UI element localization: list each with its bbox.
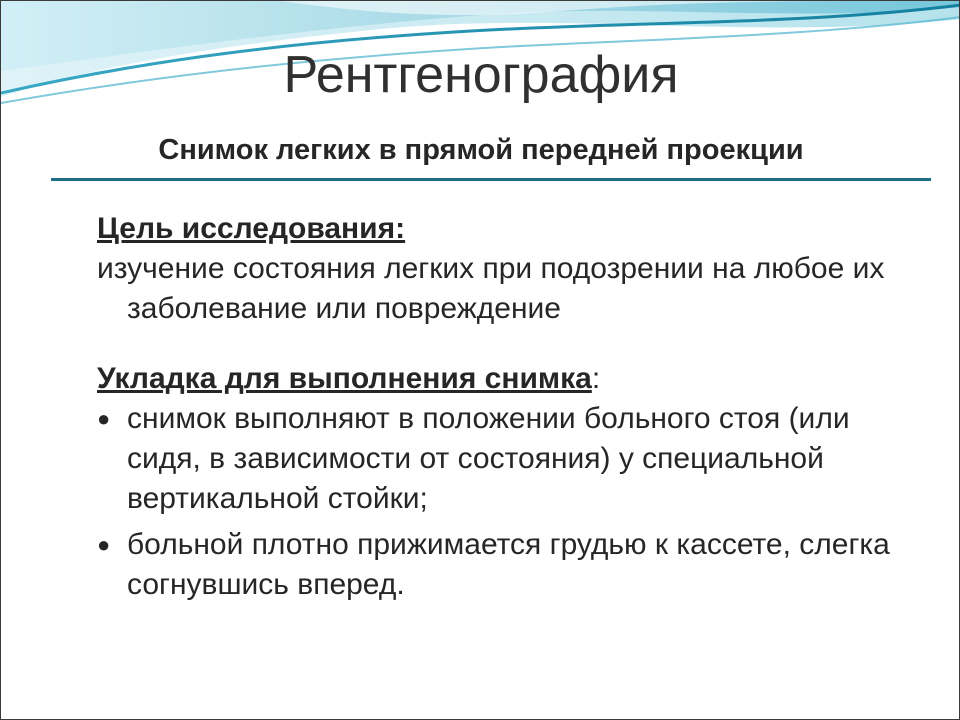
positioning-heading — [97, 359, 917, 399]
slide-title: Рентгенография — [283, 46, 679, 104]
bullet-icon: ● — [97, 532, 111, 557]
purpose-heading-text: Цель исследования: — [97, 212, 406, 245]
positioning-heading-text: Укладка для выполнения снимка — [97, 362, 592, 395]
purpose-heading — [97, 209, 917, 249]
positioning-heading-colon: : — [591, 362, 601, 395]
title-divider — [51, 178, 931, 181]
list-item-text: больной плотно прижимается грудью к кассете, слегка согнувшись вперед. — [127, 528, 890, 601]
list-item — [97, 525, 917, 605]
list-item-text: снимок выполняют в положении больного стоя (или сидя, в зависимости от состояния) у специальной вертикальной стойки; — [127, 402, 850, 515]
bullet-icon: ● — [97, 406, 111, 431]
slide-subtitle: Снимок легких в прямой передней проекции — [158, 134, 804, 166]
purpose-text: изучение состояния легких при подозрении на любое их заболевание или повреждение — [97, 252, 885, 325]
list-item — [97, 399, 917, 519]
slide-content — [97, 209, 917, 605]
